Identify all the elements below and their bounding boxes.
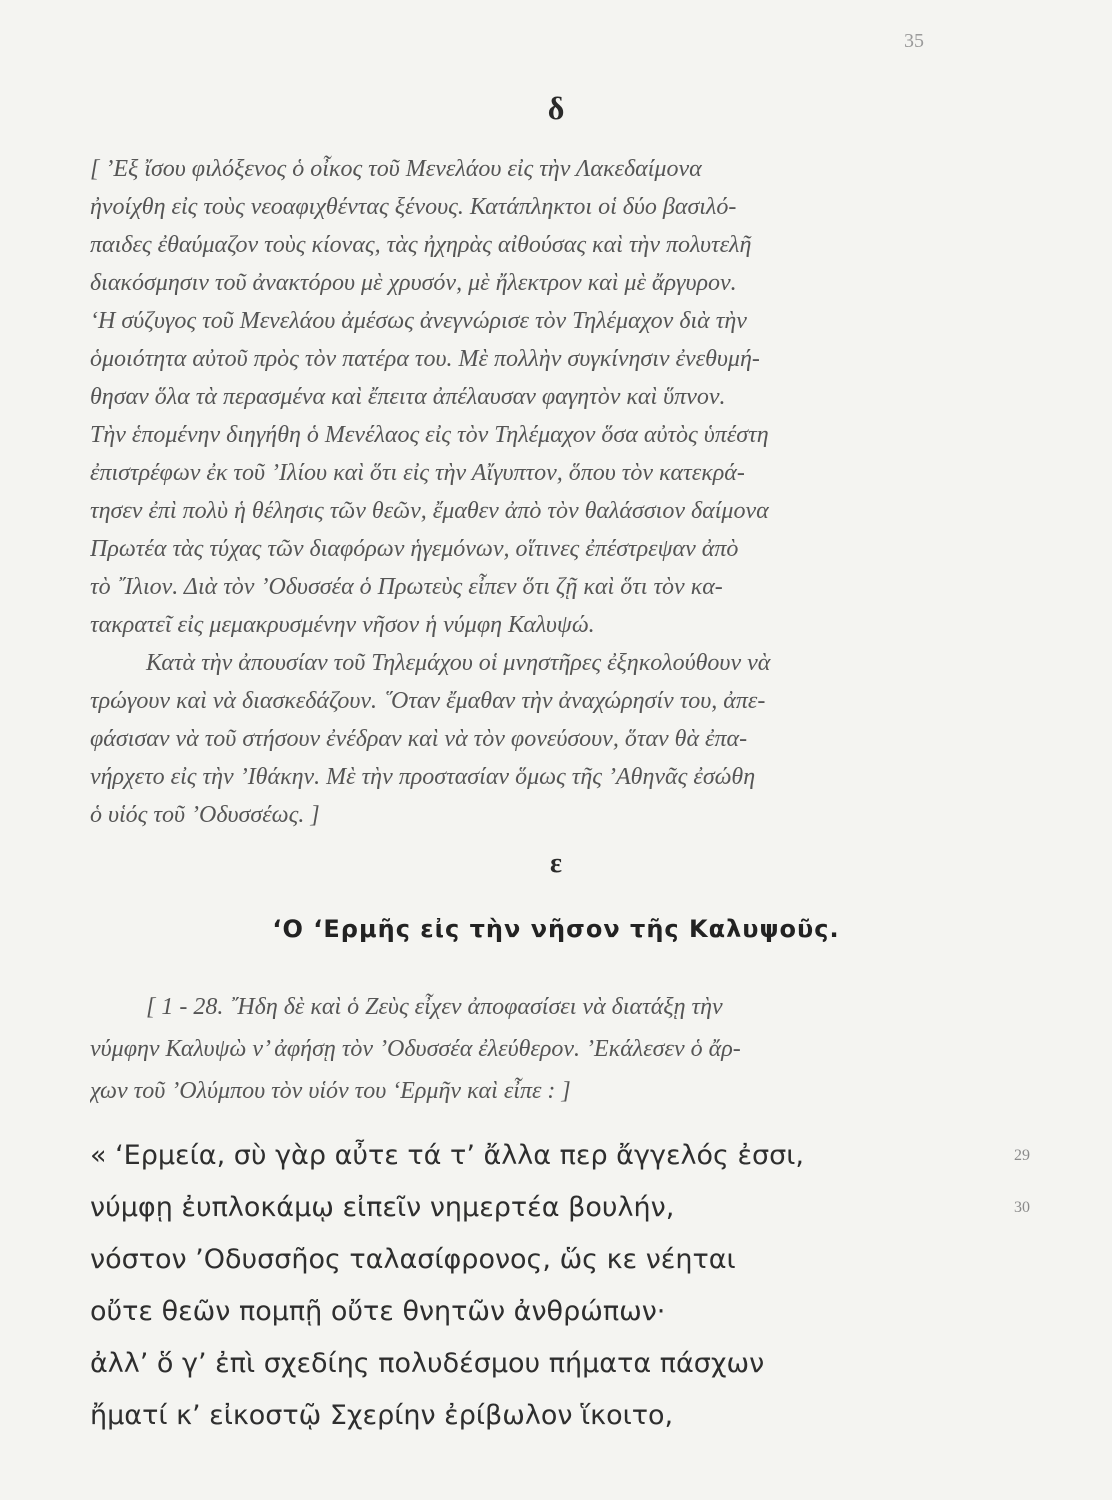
verse-number: 29 [1014,1147,1030,1164]
summary-line: [ ’Εξ ἴσου φιλόξενος ὁ οἶκος τοῦ Μενελάου εἰς τὴν Λακεδαίμονα [90,156,702,182]
summary-line: τακρατεῖ εἰς μεμακρυσμένην νῆσον ἡ νύμφη Καλυψώ. [90,612,595,638]
summary-line: θησαν ὅλα τὰ περασμένα καὶ ἔπειτα ἀπέλαυσαν φαγητὸν καὶ ὕπνον. [90,384,726,410]
summary-line: φάσισαν νὰ τοῦ στήσουν ἐνέδραν καὶ νὰ τὸν φονεύσουν, ὅταν θὰ ἐπα- [90,726,748,752]
summary-line: τρώγουν καὶ νὰ διασκεδάζουν. ῞Οταν ἔμαθαν τὴν ἀναχώρησίν του, ἀπε- [90,688,766,714]
summary-line: νήρχετο εἰς τὴν ’Ιθάκην. Μὲ τὴν προστασίαν ὅμως τῆς ’Αθηνᾶς ἐσώθη [90,764,756,790]
summary-line: Πρωτέα τὰς τύχας τῶν διαφόρων ἡγεμόνων, οἵτινες ἐπέστρεψαν ἀπὸ [90,536,739,562]
verse-text: « ‘Ερμεία, σὺ γὰρ αὖτε τά τ’ ἄλλα περ ἄγγελός ἐσσι, [90,1140,804,1171]
book-epsilon-summary [90,986,930,1112]
section-heading-delta: δ [547,90,565,126]
summary-line: Τὴν ἑπομένην διηγήθη ὁ Μενέλαος εἰς τὸν Τηλέμαχον ὅσα αὐτὸς ὑπέστη [90,422,769,448]
page-number: 35 [904,30,924,52]
summary-line: [ 1 - 28. ῎Ηδη δὲ καὶ ὁ Ζεὺς εἶχεν ἀποφασίσει νὰ διατάξῃ τὴν [146,994,723,1020]
verse-text: ἀλλ’ ὅ γ’ ἐπὶ σχεδίης πολυδέσμου πήματα πάσχων [90,1348,765,1379]
summary-line: ἐπιστρέφων ἐκ τοῦ ’Ιλίου καὶ ὅτι εἰς τὴν Αἴγυπτον, ὅπου τὸν κατεκρά- [90,460,745,486]
section-heading-epsilon: ε [550,848,562,879]
verse-line [90,1390,990,1442]
summary-line: τησεν ἐπὶ πολὺ ἡ θέλησις τῶν θεῶν, ἔμαθεν ἀπὸ τὸν θαλάσσιον δαίμονα [90,498,769,524]
verse-line [90,1182,1030,1234]
verse-number: 30 [1014,1199,1030,1216]
verse-line [90,1338,990,1390]
summary-line: ὁ υἱός τοῦ ’Οδυσσέως. ] [90,802,320,828]
summary-line: νύμφην Καλυψὼ ν’ ἀφήσῃ τὸν ’Οδυσσέα ἐλεύθερον. ’Εκάλεσεν ὁ ἄρ- [90,1036,741,1062]
chapter-title: ‘Ο ‘Ερμῆς εἰς τὴν νῆσον τῆς Καλυψοῦς. [272,915,840,943]
summary-line: διακόσμησιν τοῦ ἀνακτόρου μὲ χρυσόν, μὲ ἤλεκτρον καὶ μὲ ἄργυρον. [90,270,737,296]
verse-line [90,1234,990,1286]
verse-text: οὔτε θεῶν πομπῇ οὔτε θνητῶν ἀνθρώπων· [90,1296,666,1327]
verse-text: ἤματί κ’ εἰκοστῷ Σχερίην ἐρίβωλον ἵκοιτο, [90,1400,674,1431]
verse-line [90,1286,990,1338]
summary-line: ‘Η σύζυγος τοῦ Μενελάου ἀμέσως ἀνεγνώρισε τὸν Τηλέμαχον διὰ τὴν [90,308,747,334]
summary-line: χων τοῦ ’Ολύμπου τὸν υἱόν του ‘Ερμῆν καὶ εἶπε : ] [90,1078,571,1104]
summary-line: παιδες ἐθαύμαζον τοὺς κίονας, τὰς ἠχηρὰς αἰθούσας καὶ τὴν πολυτελῆ [90,232,752,258]
summary-line: τὸ ῎Ιλιον. Διὰ τὸν ’Οδυσσέα ὁ Πρωτεὺς εἶπεν ὅτι ζῇ καὶ ὅτι τὸν κα- [90,574,723,600]
verse-text: νύμφῃ ἐυπλοκάμῳ εἰπεῖν νημερτέα βουλήν, [90,1192,675,1223]
verse-text: νόστον ’Οδυσσῆος ταλασίφρονος, ὥς κε νέηται [90,1244,736,1275]
summary-line: ἠνοίχθη εἰς τοὺς νεοαφιχθέντας ξένους. Κατάπληκτοι οἱ δύο βασιλό- [90,194,737,220]
verse-block [90,1130,1030,1442]
verse-line [90,1130,1030,1182]
book-delta-summary [90,150,930,834]
summary-line: ὁμοιότητα αὐτοῦ πρὸς τὸν πατέρα του. Μὲ πολλὴν συγκίνησιν ἐνεθυμή- [90,346,760,372]
summary-line: Κατὰ τὴν ἀπουσίαν τοῦ Τηλεμάχου οἱ μνηστῆρες ἐξηκολούθουν νὰ [146,650,771,676]
